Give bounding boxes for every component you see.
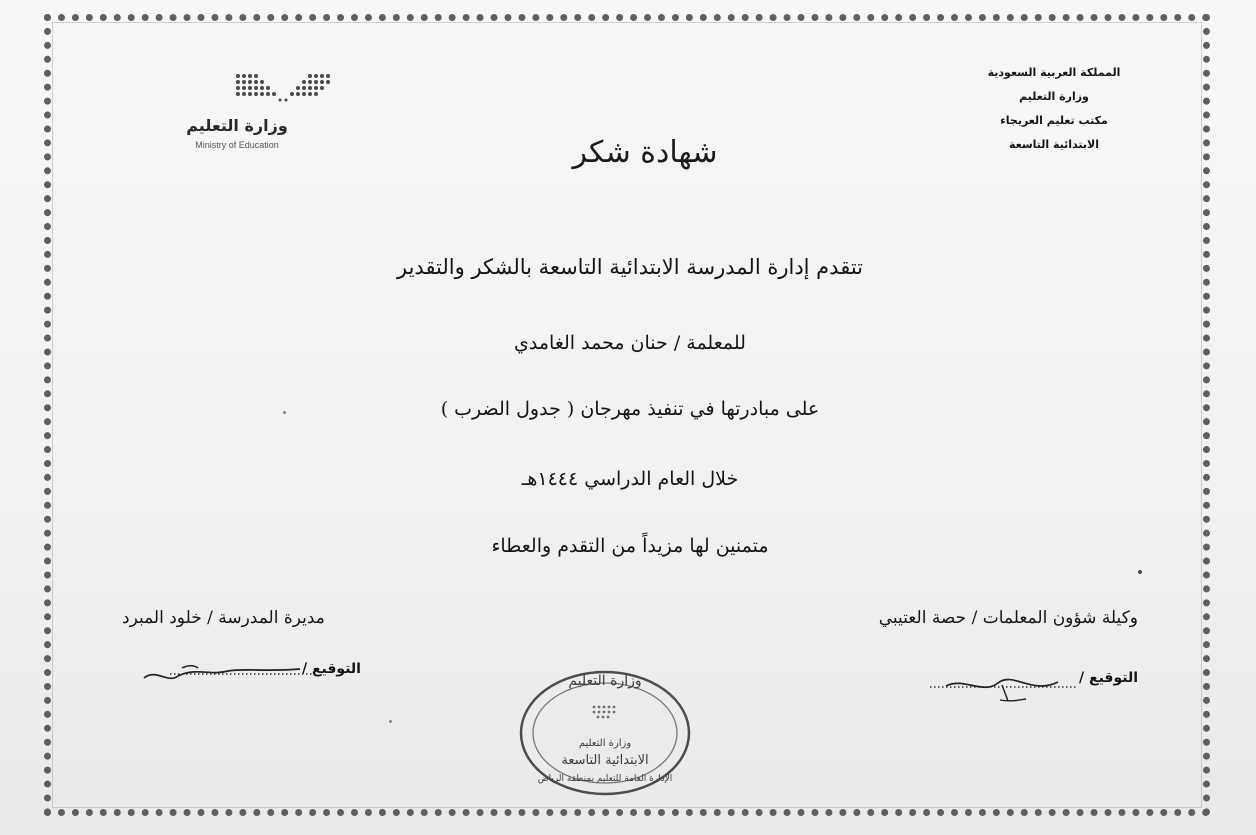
logo-english-text: Ministry of Education [195,140,279,150]
body-line-wish: متمنين لها مزيداً من التقدم والعطاء [491,535,769,557]
header-block [964,62,1144,158]
header-line-country: المملكة العربية السعودية [987,66,1121,79]
body-line-intro: تتقدم إدارة المدرسة الابتدائية التاسعة بالشكر والتقدير [396,255,864,279]
signatory-left-title: مديرة المدرسة / خلود المبرد [122,608,325,628]
logo-arabic-text: وزارة التعليم [186,116,288,135]
signature-scribble-left [140,660,320,688]
header-line-ministry: وزارة التعليم [1019,90,1089,103]
signature-scribble-right [928,675,1078,705]
body-line-reason: على مبادرتها في تنفيذ مهرجان ( جدول الضرب ) [440,398,820,420]
seal-top-text: وزارة التعليم [568,673,642,689]
header-line-school: الابتدائية التاسعة [1008,138,1100,151]
signature-label-right: التوقيع / [1079,670,1138,686]
body-line-year: خلال العام الدراسي ١٤٤٤هـ [521,468,739,490]
official-seal [514,665,696,801]
logo-icon [234,70,332,108]
signature-label-left: التوقيع / [302,661,361,677]
ink-speck [1138,570,1142,574]
seal-middle-text: وزارة التعليم [578,738,632,749]
header-line-office: مكتب تعليم العريجاء [1000,114,1108,127]
ink-speck [389,720,392,723]
signatory-right-title: وكيلة شؤون المعلمات / حصة العتيبي [878,608,1138,628]
ministry-logo [182,70,302,160]
ink-speck [283,411,286,414]
body-line-recipient: للمعلمة / حنان محمد الغامدي [514,332,746,354]
certificate-title: شهادة شكر [572,135,718,170]
seal-bottom-text: الإدارة العامة للتعليم بمنطقة الرياض [537,774,673,784]
seal-school-text: الابتدائية التاسعة [561,753,649,768]
